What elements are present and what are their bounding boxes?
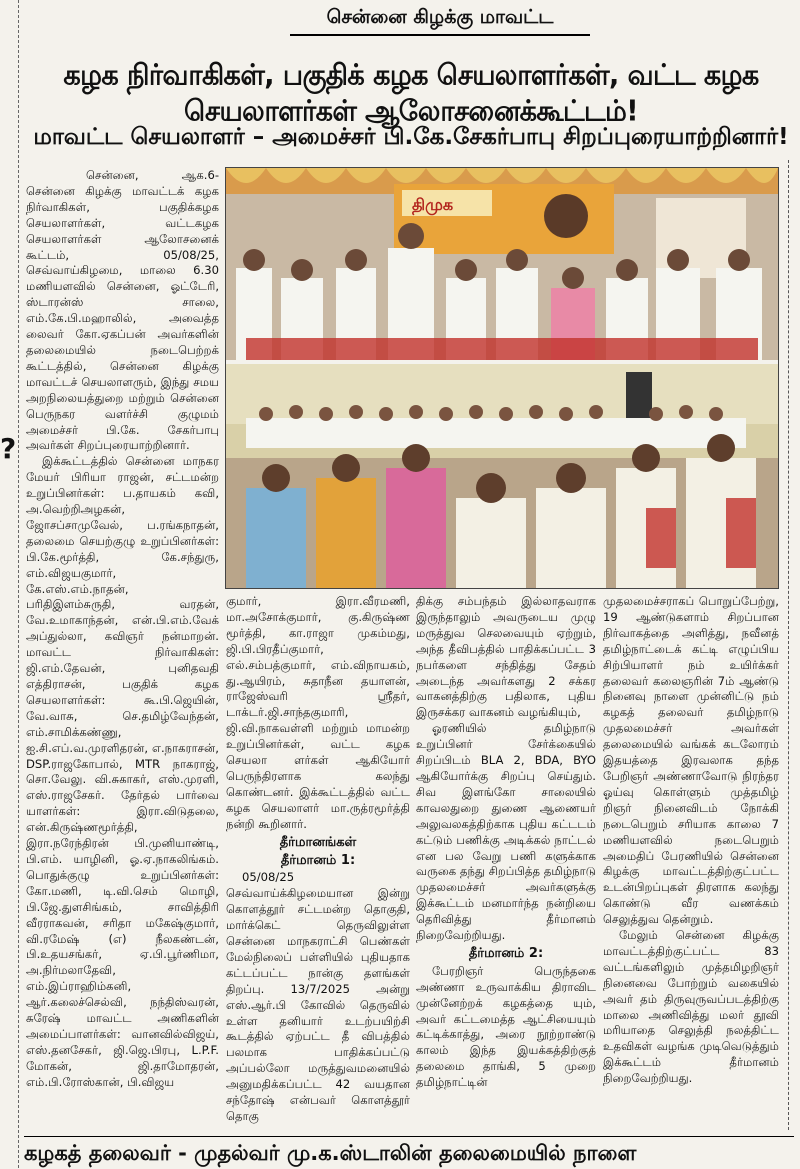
article-paragraph: திக்கு சம்பந்தம் இல்லாதவராக இருந்தாலும் அவருடைய முழு மருத்துவ செலவையும் ஏற்றும், அந்த தீவிபத்தில் பாதிக்கப்பட்ட 3 நபர்களை சந்தித்து சேதம் அடைந்த அவர்களது 2 சக்கர வாகனத்திற்கு பதிலாக, புதிய இருசக்கர வாகனம் வழங்கியும், [416,594,596,720]
article-paragraph: முதலமைச்சராகப் பொறுப்பேற்று, 19 ஆண்டுகளாம் சிறப்பான நிர்வாகத்தை அளித்து, நவீனத் தமிழ்நாட்டைக் கட்டி எழுப்பிய சிற்பியாளர் நம் உயிர்க்கர் தலைவர் கலைஞரின் 7ம் ஆண்டு நினைவு நாளை முன்னிட்டு நம் கழகத் தலைவர் தமிழ்நாடு முதலமைச்சர் அவர்கள் தலைமையில் வங்கக் கடலோரம் இதயத்தை இரவலாக தந்த பேறிஞர் அண்ணாவோடு நிரந்தர ஓய்வு கொள்ளும் முத்தமிழ் றிஞர் நினைவிடம் நோக்கி நடைபெறும் சரியாக காலை 7 மணியளவில் நடைபெறும் அமைதிப் பேரணியில் சென்னை கிழக்கு மாவட்டத்திற்குட்பட்ட உடன்பிறப்புகள் திரளாக கலந்து கொண்டு வீர வணக்கம் செலுத்துவ தென்றும். [603,594,779,927]
banner-text: திமுக [412,195,454,214]
column-divider [788,160,789,1130]
article-column-1 [26,168,219,1134]
next-article-headline-text: கழகத் தலைவர் - முதல்வர் மு.க.ஸ்டாலின் தலைமையில் நாளை [24,1141,637,1165]
kicker-title: சென்னை கிழக்கு மாவட்ட [290,6,590,36]
article-column-3 [416,594,596,1134]
article-column-4 [603,594,779,1134]
article-paragraph: சென்னை, ஆக.6- சென்னை கிழக்கு மாவட்டக் கழக நிர்வாகிகள், பகுதிக்கழக செயலாளர்கள், வட்டகழக செயலாளர்கள் ஆலோசனைக் கூட்டம், 05/08/25, செவ்வாய்கிழமை, மாலை 6.30 மணியளவில் சென்னை, ஓட்டேரி, ஸ்டாரன்ஸ் சாலை, எம்.கே.பி.மஹாலில், அவைத்த லைவர் கோ.ஏகப்பன் அவர்களின் தலைமையில் நடைபெற்றக் கூட்டத்தில், சென்னை கிழக்கு மாவட்டச் செயலாளரும், இந்து சமய அறநிலையத்துறை மற்றும் சென்னை பெருநகர வளர்ச்சி குழுமம் அமைச்சர் பி.கே. சேகர்பாபு அவர்கள் சிறப்புரையாற்றினார். [26,168,219,453]
strip-question-mark: ? [0,432,17,465]
resolution-1-heading: தீர்மானம் 1: [280,852,356,868]
article-paragraph: 05/08/25 செவ்வாய்க்கிழமையான இன்று கொளத்தூர் சட்டமன்ற தொகுதி, மார்க்கெட் தெருவிலுள்ள சென்னை மாநகராட்சி பெண்கள் மேல்நிலைப் பள்ளியில் புதியதாக கட்டப்பட்ட நான்கு தளங்கள் திறப்பு. 13/7/2025 அன்று எஸ்.ஆர்.பி கோவில் தெருவில் உள்ள தனியார் உடற்பயிற்சி கூடத்தில் ஏற்பட்ட தீ விபத்தில் பலமாக பாதிக்கப்பட்டு அப்பல்லோ மருத்துவமனையில் அனுமதிக்கப்பட்ட 42 வயதான சந்தோஷ் என்பவர் கொளத்தூர் தொகு [226,870,410,1123]
article-paragraph: குமார், இரா.வீரமணி, மா.அசோக்குமார், கு.கிருஷ்ண மூர்த்தி, கா.ராஜா முகம்மது, ஜி.பி.பிரதீப்குமார், எல்.சம்பத்குமார், எம்.விநாயகம், து.ஆயிரம், சுதாநீன தயாளன், ராஜேஸ்வரி ஸ்ரீதர், டாக்டர்.ஜி.சாந்தகுமாரி, ஜி.வி.நாகவள்ளி மற்றும் மாமன்ற உறுப்பினர்கள், வட்ட கழக செயலா ளர்கள் ஆகியோர் பெருந்திரளாக கலந்து கொண்டனர். இக்கூட்டத்தில் வட்ட கழக செயலாளர் மா.ருத்ரமூர்த்தி நன்றி கூறினார். [226,594,410,831]
resolution-2-heading: தீர்மானம் 2: [468,945,544,961]
article-paragraph: பேரறிஞர் பெருந்தகை அண்ணா உருவாக்கிய திராவிட முன்னேற்றக் கழகத்தை யும், அவர் கட்டமைத்த ஆட்சியையும் கட்டிக்காத்து, அரை நூற்றாண்டு காலம் இந்த இயக்கத்திற்குத் தலைமை தாங்கி, 5 முறை தமிழ்நாட்டின் [416,963,596,1090]
headline: கழக நிர்வாகிகள், பகுதிக் கழக செயலாளர்கள், வட்ட கழக செயலாளர்கள் ஆலோசனைக்கூட்டம்! [63,59,759,128]
resolutions-heading: தீர்மானங்கள் [279,834,357,850]
subheadline: மாவட்ட செயலாளர் – அமைச்சர் பி.கே.சேகர்பாபு சிறப்புரையாற்றினார்! [33,124,789,150]
event-photo-illustration [226,168,778,588]
article-column-2 [226,594,410,1134]
adjacent-article-strip [0,0,19,1168]
next-article-headline [24,1136,794,1169]
article-paragraph: இக்கூட்டத்தில் சென்னை மாநகர மேயர் பிரியா ராஜன், சட்டமன்ற உறுப்பினர்கள்: ப.தாயகம் கவி, அ.வெற்றிஅழகன், ஜோசப்சாமுவேல், ப.ரங்கநாதன், தலைமை செயற்குழு உறுப்பினர்கள்: பி.கே.மூர்த்தி, கே.சந்துரு, எம்.விஜயகுமார், கே.எஸ்.எம்.நாதன், பரிதிஇளம்சுருதி, வரதன், வே.உமாகாந்தன், என்.பி.எம்.வேக் அப்துல்லா, கவிஞர் நன்மாறன். மாவட்ட நிர்வாகிகள்: ஜி.எம்.தேவன், புனிதவதி எத்திராசன், பகுதிக் கழக செயலாளர்கள்: கூ.பி.ஜெயின், வே.வாசு, செ.தமிழ்வேந்தன், எம்.சாமிக்கண்ணு, ஐ.சி.எப்.வ.முரளிதரன், எ.நாகராசன், DSP.ராஜகோபால், MTR நாகராஜ், சொ.வேலு. வி.சுகாகர், எஸ்.முரளி, எஸ்.ராஜசேகர். தேர்தல் பார்வை யாளர்கள்: இரா.விடுதலை, என்.கிருஷ்ணமூர்த்தி, இரா.நரேந்திரன் பி.முனியாண்டி, பி.எம். யாழினி, ஓ.ஏ.நாகலிங்கம். பொதுக்குழு உறுப்பினர்கள்: கோ.மணி, டி.வி.செம் மொழி, பி.ஜே.துளசிங்கம், சாவித்திரி வீரராகவன், சரிதா மகேஷ்குமார், வி.ரமேஷ் (எ) நீலகண்டன், பி.உதயசங்கர், ஏ.பி.பூர்ணிமா, அ.நிர்மலாதேவி, எம்.இப்ராஹிம்கனி, ஆர்.கலைச்செல்வி, நந்திஸ்வரன், சுரேஷ் மாவட்ட அணிகளின் அமைப்பாளர்கள்: வானவில்விஜய், எஸ்.தனசேகர், ஜி.ஜெ.பிரபு, L.P.F. மோகன், ஜி.தாமோதரன், எம்.பி.ரோஸ்கான், பி.விஜய [26,454,219,1089]
article-paragraph: ஓரணியில் தமிழ்நாடு உறுப்பினர் சேர்க்கையில் சிறப்பிடம் BLA 2, BDA, BYO ஆகியோர்க்கு சிறப்பு செய்தும். சிவ இளங்கோ சாலையில் காவலதுறை துணை ஆணையர் அலுவலகத்திற்காக புதிய கட்டடம் கட்டும் பணிக்கு அடிக்கல் நாட்டல் என பல வேறு பணி களுக்காக வருகை தந்து சிறப்பித்த தமிழ்நாடு முதலமைச்சர் அவர்களுக்கு இக்கூட்டம் மனமார்ந்த நன்றியை தெரிவித்து தீர்மானம் நிறைவேற்றியது. [416,721,596,943]
event-photo [225,167,779,589]
article-paragraph: மேலும் சென்னை கிழக்கு மாவட்டத்திற்குட்பட்ட 83 வட்டங்களிலும் முத்தமிழறிஞர் நினைவை போற்றும் வகையில் அவர் தம் திருவுருவப்படத்திற்கு மாலை அணிவித்து மலர் தூவி மரியாதை செலுத்தி நலத்திட்ட உதவிகள் வழங்க முடிவெடுத்தும் இக்கூட்டம் தீர்மானம் நிறைவேற்றியது. [603,928,779,1086]
